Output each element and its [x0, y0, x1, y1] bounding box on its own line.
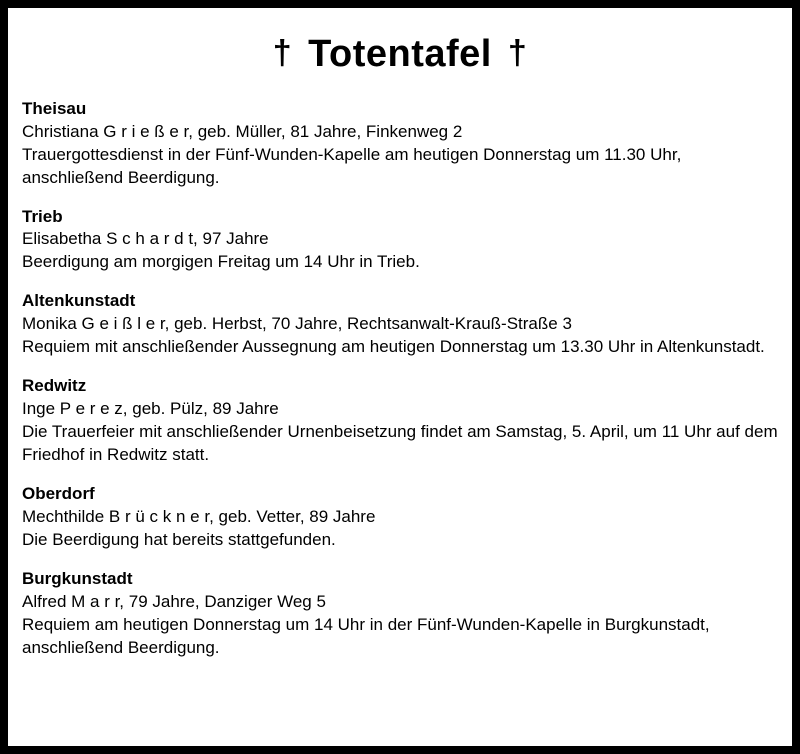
page-title [22, 34, 778, 76]
entry-place: Burgkunstadt [22, 568, 133, 588]
entry-details: Requiem mit anschließender Aussegnung am heutigen Donnerstag um 13.30 Uhr in Altenkunstadt. [22, 337, 765, 357]
entry-details: Die Beerdigung hat bereits stattgefunden. [22, 529, 336, 549]
list-item [22, 375, 778, 467]
entry-person: Christiana G r i e ß e r, geb. Müller, 81 Jahre, Finkenweg 2 [22, 121, 463, 141]
entry-place: Trieb [22, 206, 63, 226]
entry-place: Redwitz [22, 376, 87, 396]
entry-person: Inge P e r e z, geb. Pülz, 89 Jahre [22, 399, 279, 419]
cross-icon-left: † [272, 34, 293, 72]
entry-details: Die Trauerfeier mit anschließender Urnenbeisetzung findet am Samstag, 5. April, um 11 Uhr auf dem Friedhof in Redwitz statt. [22, 422, 778, 464]
entry-person: Alfred M a r r, 79 Jahre, Danziger Weg 5 [22, 591, 326, 611]
entry-place: Altenkunstadt [22, 291, 136, 311]
entry-details: Requiem am heutigen Donnerstag um 14 Uhr in der Fünf-Wunden-Kapelle in Burgkunstadt, anschließend Beerdigung. [22, 614, 710, 657]
entry-place: Theisau [22, 98, 87, 118]
entry-place: Oberdorf [22, 483, 95, 503]
page-title-text: Totentafel [308, 33, 492, 75]
cross-icon-right: † [507, 34, 528, 72]
entry-person: Monika G e i ß l e r, geb. Herbst, 70 Jahre, Rechtsanwalt-Krauß-Straße 3 [22, 314, 572, 334]
obituary-list [22, 98, 778, 660]
list-item [22, 290, 778, 359]
list-item [22, 206, 778, 275]
entry-details: Trauergottesdienst in der Fünf-Wunden-Kapelle am heutigen Donnerstag um 11.30 Uhr, anschließend Beerdigung. [22, 144, 682, 187]
notice-content [8, 8, 792, 746]
entry-person: Elisabetha S c h a r d t, 97 Jahre [22, 229, 269, 249]
list-item [22, 98, 778, 190]
entry-details: Beerdigung am morgigen Freitag um 14 Uhr in Trieb. [22, 252, 420, 272]
list-item [22, 568, 778, 660]
list-item [22, 483, 778, 552]
entry-person: Mechthilde B r ü c k n e r, geb. Vetter, 89 Jahre [22, 506, 376, 526]
